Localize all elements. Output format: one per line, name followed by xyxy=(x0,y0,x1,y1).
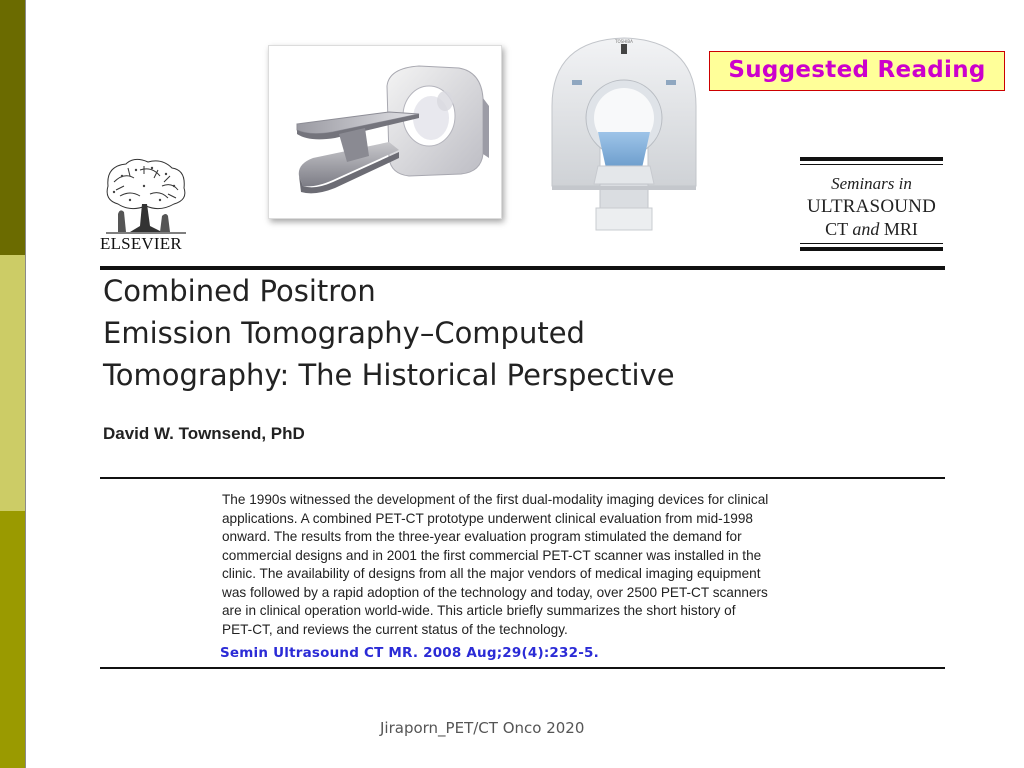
abstract-line: are in clinical operation world-wide. This article briefly summarizes the short history of xyxy=(222,603,736,618)
elsevier-tree-icon xyxy=(100,156,190,234)
abstract-line: onward. The results from the three-year evaluation program stimulated the demand for xyxy=(222,529,742,544)
article-title-line: Combined Positron xyxy=(103,274,376,308)
scanner-brand-label: TOSHIBA xyxy=(615,39,633,44)
abstract-line: commercial designs and in 2001 the first commercial PET-CT scanner was installed in the xyxy=(222,547,762,563)
article-author: David W. Townsend, PhD xyxy=(103,424,305,443)
citation-reference: Semin Ultrasound CT MR. 2008 Aug;29(4):232-5. xyxy=(220,645,599,661)
article-title xyxy=(103,270,923,396)
abstract-line: The 1990s witnessed the development of the first dual-modality imaging devices for clinical xyxy=(222,492,769,507)
journal-line-3-mri: MRI xyxy=(883,219,918,239)
journal-line-3-and: and xyxy=(852,219,880,239)
journal-name xyxy=(800,172,943,241)
accent-bar-top xyxy=(0,0,25,255)
abstract-line: clinic. The availability of designs from all the major vendors of medical imaging equipment xyxy=(222,566,761,581)
journal-line-3-ct: CT xyxy=(825,219,848,239)
suggested-reading-badge: Suggested Reading xyxy=(709,51,1005,91)
pet-ct-scanner-illustration xyxy=(269,46,501,218)
abstract-top-rule xyxy=(100,477,945,479)
article-title-line: Emission Tomography–Computed xyxy=(103,316,585,350)
elsevier-tree-logo xyxy=(100,156,190,234)
pet-ct-scanner-photo xyxy=(268,45,502,219)
slide-footer: Jiraporn_PET/CT Onco 2020 xyxy=(380,719,585,737)
ct-gantry-illustration xyxy=(538,36,710,240)
journal-line-3 xyxy=(800,218,943,241)
slide-divider xyxy=(25,0,26,768)
abstract xyxy=(222,491,826,639)
journal-rule xyxy=(800,247,943,251)
article-title-line: Tomography: The Historical Perspective xyxy=(103,358,675,392)
abstract-line: applications. A combined PET-CT prototype underwent clinical evaluation from mid-1998 xyxy=(222,510,753,526)
publisher-name: ELSEVIER xyxy=(100,234,182,253)
journal-rule xyxy=(800,157,943,161)
toshiba-scanner-photo xyxy=(538,36,710,240)
abstract-line: was followed by a rapid adoption of the technology and today, over 2500 PET-CT scanners xyxy=(222,584,768,600)
accent-bar-bottom xyxy=(0,511,25,768)
journal-line-1: Seminars in xyxy=(831,174,912,193)
accent-bar-middle xyxy=(0,255,25,511)
abstract-line: PET-CT, and reviews the current status of the technology. xyxy=(222,621,568,637)
journal-line-2: ULTRASOUND xyxy=(806,196,937,217)
journal-rule xyxy=(800,243,943,244)
abstract-bottom-rule xyxy=(100,667,945,669)
journal-rule xyxy=(800,164,943,165)
